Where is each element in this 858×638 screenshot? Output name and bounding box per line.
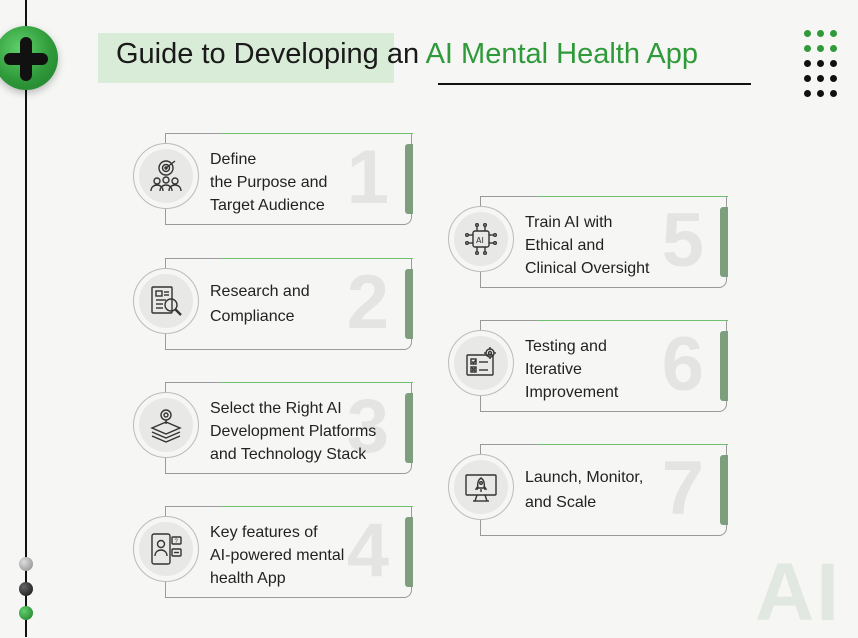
step-number: 6 <box>661 322 704 407</box>
rocket-monitor-icon <box>448 454 514 520</box>
step-text: Research and Compliance <box>210 283 310 325</box>
mobile-doctor-icon <box>133 516 199 582</box>
step-card-5 <box>480 196 727 288</box>
step-bar <box>720 455 728 525</box>
step-text: Key features of AI-powered mental health App <box>210 524 345 587</box>
dot-grid-decoration <box>804 30 838 98</box>
step-number: 1 <box>346 135 389 220</box>
testing-gear-icon <box>448 330 514 396</box>
step-bar <box>720 207 728 277</box>
ai-chip-icon <box>448 206 514 272</box>
step-number: 7 <box>661 446 704 531</box>
step-card-2 <box>165 258 412 350</box>
step-card-6 <box>480 320 727 412</box>
green-dot-icon <box>19 606 33 620</box>
step-text: Select the Right AI Development Platforms and Technology Stack <box>210 400 377 463</box>
timeline-rail <box>25 0 27 637</box>
svg-text:AI: AI <box>476 236 484 245</box>
step-number: 4 <box>346 508 389 593</box>
step-number: 5 <box>661 198 704 283</box>
black-dot-icon <box>19 582 33 596</box>
grey-dot-icon <box>19 557 33 571</box>
page-title <box>116 38 698 71</box>
step-text: Launch, Monitor, and Scale <box>525 469 644 511</box>
step-card-7 <box>480 444 727 536</box>
step-text: Define the Purpose and Target Audience <box>210 151 328 214</box>
target-audience-icon <box>133 143 199 209</box>
svg-text:?: ? <box>174 539 178 545</box>
title-underline <box>438 83 751 85</box>
step-bar <box>405 517 413 587</box>
step-bar <box>405 144 413 214</box>
step-bar <box>405 269 413 339</box>
ai-watermark: AI <box>755 547 841 638</box>
step-card-1 <box>165 133 412 225</box>
step-number: 3 <box>346 384 389 469</box>
document-search-icon <box>133 268 199 334</box>
step-text: Train AI with Ethical and Clinical Oversight <box>525 214 650 277</box>
step-card-3 <box>165 382 412 474</box>
step-card-4 <box>165 506 412 598</box>
step-bar <box>405 393 413 463</box>
step-bar <box>720 331 728 401</box>
plus-icon <box>0 26 58 90</box>
step-number: 2 <box>346 260 389 345</box>
title-accent: AI Mental Health App <box>425 38 699 70</box>
step-text: Testing and Iterative Improvement <box>525 338 619 401</box>
title-plain: Guide to Developing an <box>116 38 420 70</box>
layers-stack-icon <box>133 392 199 458</box>
